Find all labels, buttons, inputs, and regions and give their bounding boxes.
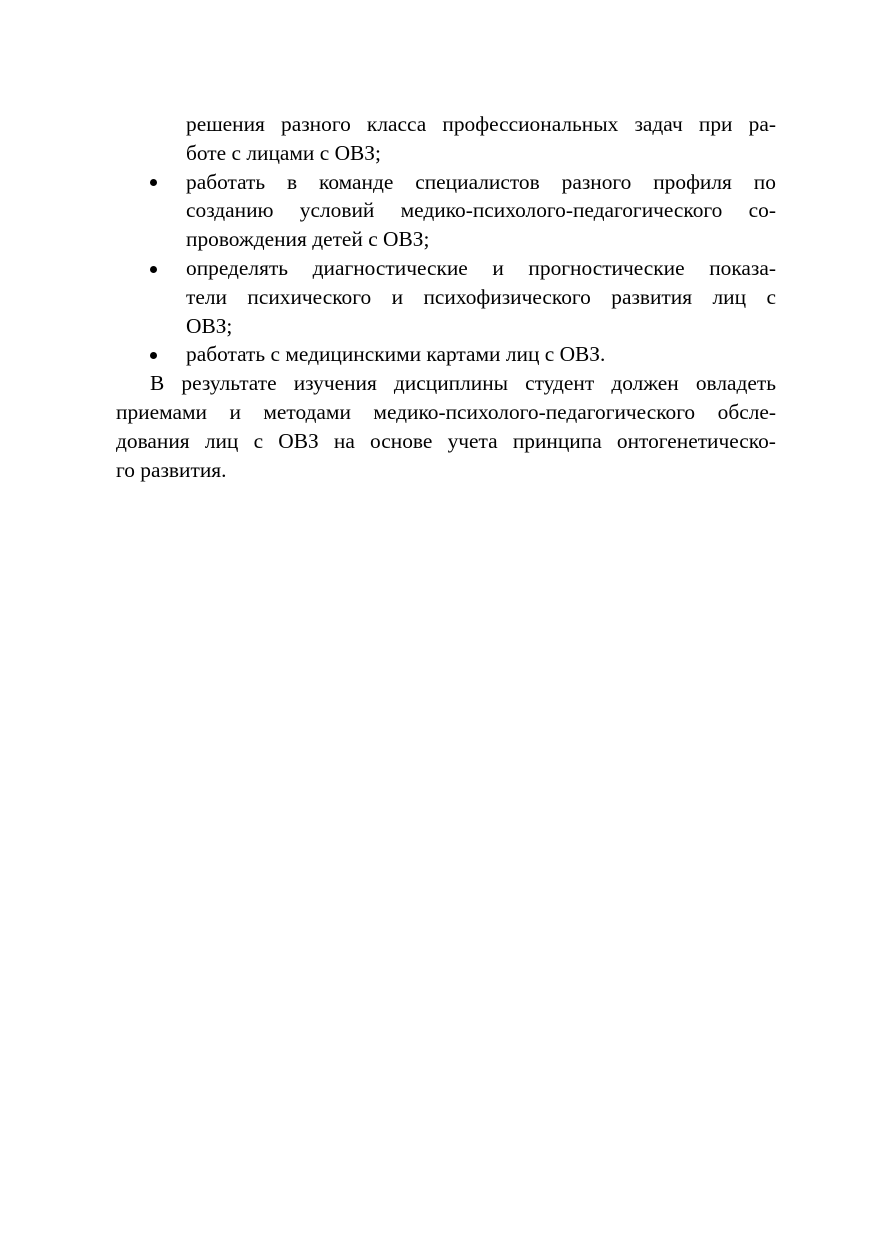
word: результате [181, 371, 277, 396]
text-line [116, 369, 776, 398]
line-text: ОВЗ; [186, 313, 233, 338]
word: с [253, 428, 264, 453]
word: должен [611, 371, 679, 396]
list-item-team-work [116, 168, 776, 254]
word: медико-психолого-педагогического [400, 198, 723, 223]
word: приемами [116, 399, 207, 424]
word: принципа [512, 428, 602, 453]
word: тели [186, 284, 227, 309]
line-text: боте с лицами с ОВЗ; [186, 140, 381, 165]
line-text: работать с медицинскими картами лиц с ОВЗ. [186, 342, 606, 367]
word: созданию [186, 198, 274, 223]
word: овладеть [695, 371, 776, 396]
word: на [333, 428, 355, 453]
word: определять [186, 255, 289, 280]
word: при [698, 112, 733, 136]
word: класса [366, 112, 427, 136]
word: основе [370, 428, 433, 453]
text-line [116, 312, 776, 341]
word: диагностические [312, 255, 468, 280]
word: с [766, 284, 776, 309]
text-line [116, 340, 776, 369]
word: учета [447, 428, 498, 453]
word: методами [263, 399, 351, 424]
word: и [492, 255, 504, 280]
text-line [116, 225, 776, 254]
word: разного [281, 112, 351, 136]
text-line [116, 139, 776, 168]
word: профиля [653, 169, 732, 194]
word: онтогенетическо- [616, 428, 776, 453]
text-line [116, 283, 776, 312]
list-item-medical-cards [116, 340, 776, 369]
word: психофизического [423, 284, 591, 309]
line-text: провождения детей с ОВЗ; [186, 227, 430, 252]
line-text: го развития. [116, 457, 227, 482]
text-line [116, 110, 776, 139]
word: В [150, 371, 165, 396]
paragraph-result [116, 369, 776, 484]
word: команде [319, 169, 394, 194]
word: дисциплины [393, 371, 509, 396]
bullet-icon [150, 168, 164, 197]
word: прогностические [528, 255, 685, 280]
word: ОВЗ [278, 428, 319, 453]
word: лиц [204, 428, 239, 453]
word: по [753, 169, 776, 194]
word: ра- [748, 112, 776, 136]
word: со- [748, 198, 776, 223]
text-line [116, 427, 776, 456]
word: медико-психолого-педагогического [373, 399, 696, 424]
word: решения [186, 112, 265, 136]
word: в [287, 169, 298, 194]
word: обсле- [717, 399, 776, 424]
text-line [116, 196, 776, 225]
word: и [229, 399, 241, 424]
word: изучения [293, 371, 377, 396]
word: показа- [709, 255, 776, 280]
word: специалистов [415, 169, 540, 194]
word: профессиональных [442, 112, 619, 136]
text-line [116, 456, 776, 485]
list-item-continued [116, 110, 776, 168]
text-line [116, 168, 776, 197]
word: условий [299, 198, 375, 223]
word: и [391, 284, 404, 309]
word: психического [247, 284, 372, 309]
body-text [116, 110, 776, 484]
word: работать [186, 169, 266, 194]
word: студент [525, 371, 595, 396]
word: развития [611, 284, 693, 309]
word: дования [116, 428, 190, 453]
word: задач [634, 112, 683, 136]
bullet-icon [150, 340, 164, 369]
text-line [116, 254, 776, 283]
bullet-icon [150, 254, 164, 283]
text-line [116, 398, 776, 427]
list-item-diagnostics [116, 254, 776, 340]
word: разного [561, 169, 632, 194]
word: лиц [712, 284, 747, 309]
